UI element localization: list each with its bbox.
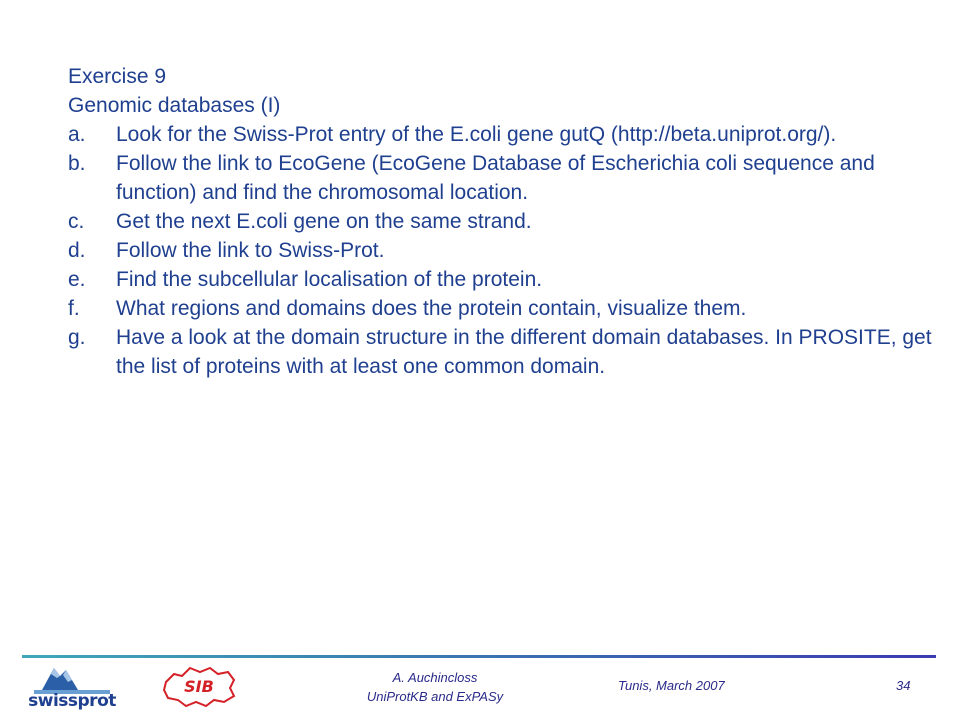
list-marker: f. [68, 297, 80, 320]
list-item-text: Get the next E.coli gene on the same strand. [116, 210, 532, 233]
list-marker: g. [68, 326, 86, 349]
list-item-text: Follow the link to Swiss-Prot. [116, 239, 385, 262]
list-marker: c. [68, 210, 85, 233]
sib-logo [160, 662, 238, 710]
svg-text:SIB: SIB [184, 677, 214, 696]
list-marker: a. [68, 123, 86, 146]
footer-divider [22, 655, 936, 658]
footer-subtitle: UniProtKB and ExPASy [366, 689, 504, 704]
slide-content [68, 62, 938, 381]
exercise-subtitle: Genomic databases (I) [68, 94, 281, 117]
sib-logo-text [238, 662, 239, 663]
exercise-title: Exercise 9 [68, 65, 167, 88]
list-item [68, 207, 938, 236]
footer-credits [340, 668, 530, 706]
list-item [68, 265, 938, 294]
swissprot-logo-text [120, 660, 121, 661]
list-marker: e. [68, 268, 86, 291]
list-marker: b. [68, 152, 86, 175]
list-item-text: Follow the link to EcoGene (EcoGene Database of Escherichia coli sequence and function) and find the chromosomal location. [116, 152, 875, 204]
list-item [68, 323, 938, 381]
list-item-text: Find the subcellular localisation of the protein. [116, 268, 543, 291]
footer-author: A. Auchincloss [392, 670, 478, 685]
exercise-list [68, 120, 938, 381]
list-item [68, 236, 938, 265]
list-marker: d. [68, 239, 86, 262]
list-item [68, 149, 938, 207]
svg-text:swissprot: swissprot [28, 691, 116, 711]
list-item-text: What regions and domains does the protein contain, visualize them. [116, 297, 747, 320]
list-item [68, 294, 938, 323]
list-item-text: Have a look at the domain structure in the different domain databases. In PROSITE, get the list of proteins with at least one common domain. [116, 326, 932, 378]
list-item-text: Look for the Swiss-Prot entry of the E.coli gene gutQ (http://beta.uniprot.org/). [116, 123, 837, 146]
swissprot-logo [20, 660, 120, 712]
footer-date: Tunis, March 2007 [618, 678, 725, 693]
list-item [68, 120, 938, 149]
page-number: 34 [896, 678, 911, 693]
